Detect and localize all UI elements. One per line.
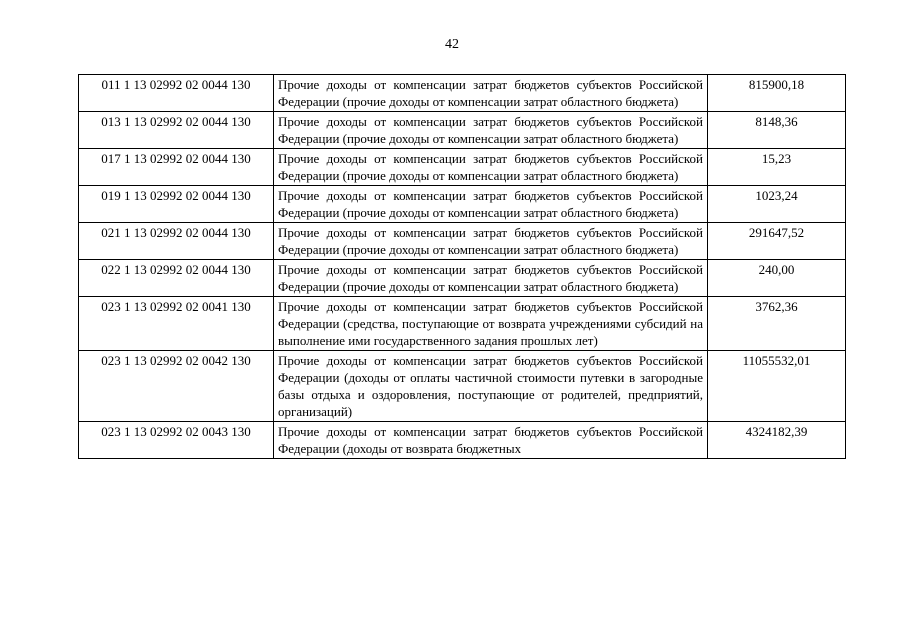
table-row xyxy=(79,260,846,297)
budget-code-cell: 021 1 13 02992 02 0044 130 xyxy=(79,223,274,260)
amount-cell: 8148,36 xyxy=(708,112,846,149)
table-body xyxy=(79,75,846,459)
table-row xyxy=(79,351,846,422)
amount-cell: 15,23 xyxy=(708,149,846,186)
budget-code-cell: 023 1 13 02992 02 0043 130 xyxy=(79,422,274,459)
amount-cell: 240,00 xyxy=(708,260,846,297)
budget-code-cell: 023 1 13 02992 02 0041 130 xyxy=(79,297,274,351)
budget-code-cell: 011 1 13 02992 02 0044 130 xyxy=(79,75,274,112)
description-cell: Прочие доходы от компенсации затрат бюджетов субъектов Российской Федерации (доходы от оплаты частичной стоимости путевки в загородные базы отдыха и оздоровления, поступающие от родителей, предприятий, организаций) xyxy=(274,351,708,422)
description-cell: Прочие доходы от компенсации затрат бюджетов субъектов Российской Федерации (средства, поступающие от возврата учреждениями субсидий на выполнение ими государственного задания прошлых лет) xyxy=(274,297,708,351)
amount-cell: 3762,36 xyxy=(708,297,846,351)
table-row xyxy=(79,75,846,112)
budget-code-cell: 019 1 13 02992 02 0044 130 xyxy=(79,186,274,223)
description-cell: Прочие доходы от компенсации затрат бюджетов субъектов Российской Федерации (прочие доходы от компенсации затрат областного бюджета) xyxy=(274,223,708,260)
table-row xyxy=(79,223,846,260)
amount-cell: 291647,52 xyxy=(708,223,846,260)
description-cell: Прочие доходы от компенсации затрат бюджетов субъектов Российской Федерации (доходы от возврата бюджетных xyxy=(274,422,708,459)
description-cell: Прочие доходы от компенсации затрат бюджетов субъектов Российской Федерации (прочие доходы от компенсации затрат областного бюджета) xyxy=(274,186,708,223)
budget-code-cell: 017 1 13 02992 02 0044 130 xyxy=(79,149,274,186)
table-row xyxy=(79,186,846,223)
amount-cell: 4324182,39 xyxy=(708,422,846,459)
description-cell: Прочие доходы от компенсации затрат бюджетов субъектов Российской Федерации (прочие доходы от компенсации затрат областного бюджета) xyxy=(274,149,708,186)
budget-code-cell: 023 1 13 02992 02 0042 130 xyxy=(79,351,274,422)
table-row xyxy=(79,422,846,459)
table-row xyxy=(79,149,846,186)
amount-cell: 815900,18 xyxy=(708,75,846,112)
budget-income-table xyxy=(78,74,846,459)
page-number: 42 xyxy=(445,37,459,52)
budget-code-cell: 022 1 13 02992 02 0044 130 xyxy=(79,260,274,297)
description-cell: Прочие доходы от компенсации затрат бюджетов субъектов Российской Федерации (прочие доходы от компенсации затрат областного бюджета) xyxy=(274,112,708,149)
amount-cell: 1023,24 xyxy=(708,186,846,223)
budget-code-cell: 013 1 13 02992 02 0044 130 xyxy=(79,112,274,149)
description-cell: Прочие доходы от компенсации затрат бюджетов субъектов Российской Федерации (прочие доходы от компенсации затрат областного бюджета) xyxy=(274,260,708,297)
amount-cell: 11055532,01 xyxy=(708,351,846,422)
table-row xyxy=(79,112,846,149)
table-row xyxy=(79,297,846,351)
description-cell: Прочие доходы от компенсации затрат бюджетов субъектов Российской Федерации (прочие доходы от компенсации затрат областного бюджета) xyxy=(274,75,708,112)
